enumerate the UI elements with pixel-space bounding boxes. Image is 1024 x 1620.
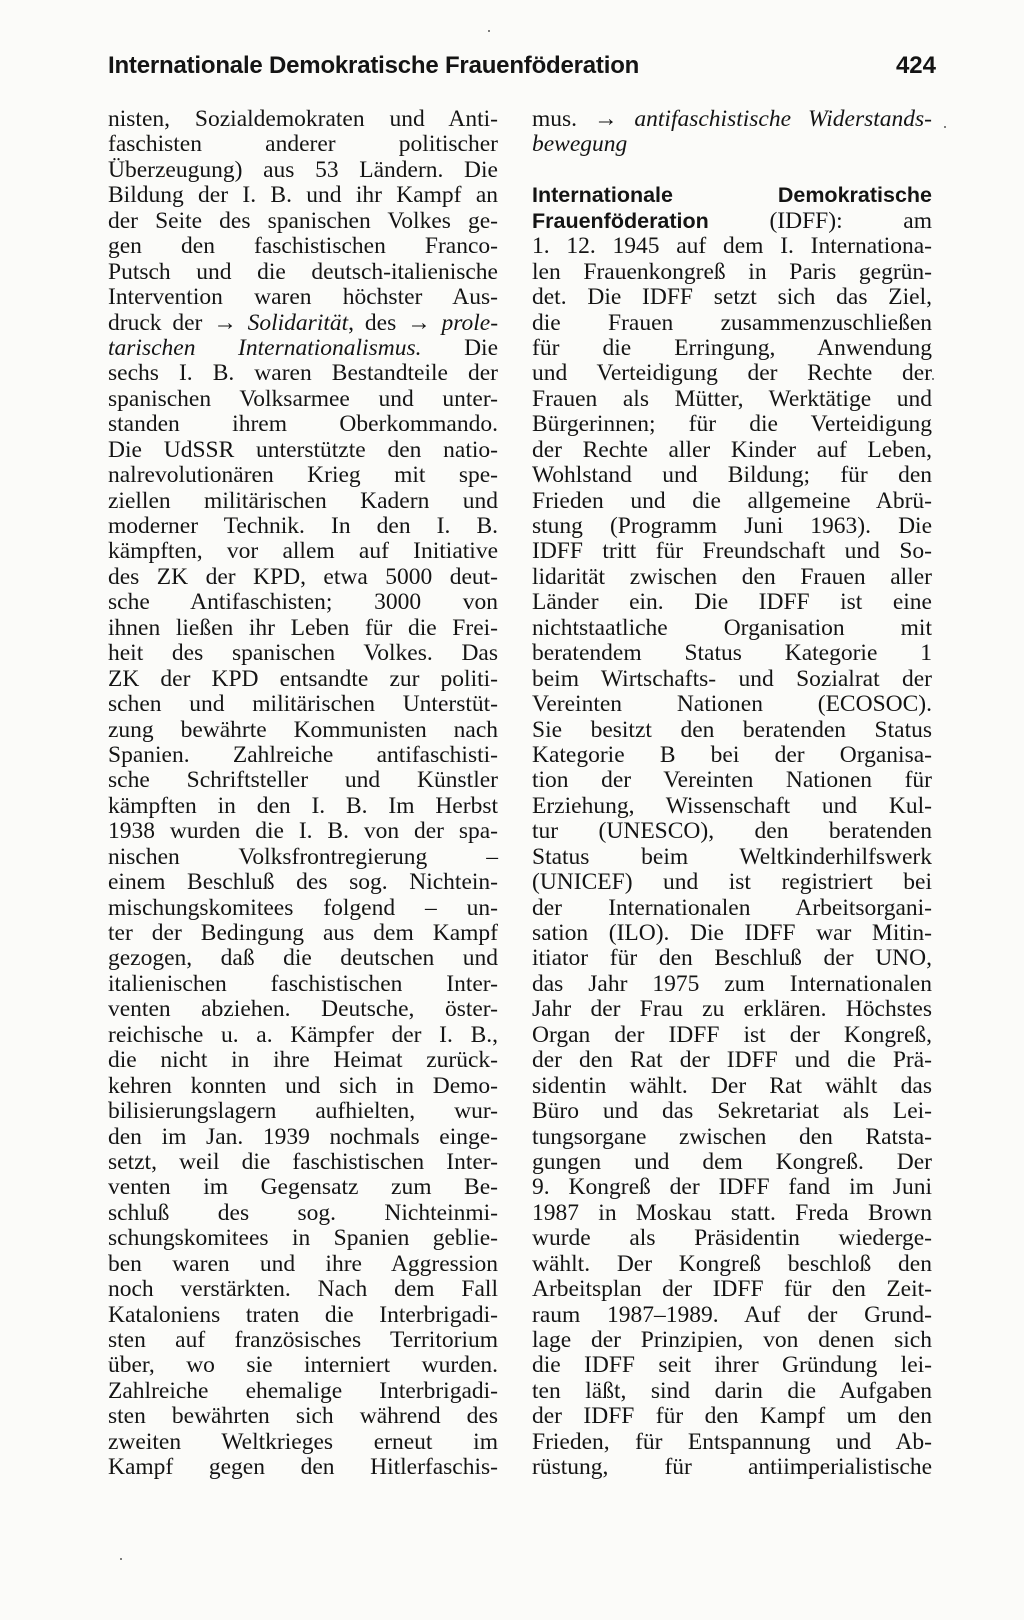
- text-line: bilisierungslagern aufhielten, wur-: [108, 1098, 498, 1125]
- page-header: [108, 52, 936, 86]
- text-line: nischen Volksfrontregierung –: [108, 843, 498, 870]
- text-line: Bildung der I. B. und ihr Kampf an: [108, 182, 498, 209]
- scan-speck: [944, 126, 946, 128]
- text-line: lage der Prinzipien, von denen sich: [532, 1327, 932, 1353]
- text-line: sten auf französisches Territorium: [108, 1327, 498, 1353]
- text-line: schungskomitees in Spanien geblie-: [108, 1225, 498, 1252]
- text-line: wurde als Präsidentin wiederge-: [532, 1225, 932, 1252]
- text-line: ihnen ließen ihr Leben für die Frei-: [108, 614, 498, 641]
- text-line: moderner Technik. In den I. B.: [108, 513, 498, 539]
- text-line: Wohlstand und Bildung; für den: [532, 462, 932, 489]
- text-line: venten im Gegensatz zum Be-: [108, 1174, 498, 1201]
- text-line: rüstung, für antiimperialistische: [532, 1454, 932, 1481]
- text-line: Status beim Weltkinderhilfswerk: [532, 843, 932, 870]
- text-line: die nicht in ihre Heimat zurück-: [108, 1047, 498, 1074]
- text-line: nisten, Sozialdemokraten und Anti-: [108, 106, 498, 132]
- text-line: Frieden und die allgemeine Abrü-: [532, 487, 932, 514]
- text-line: noch verstärkten. Nach dem Fall: [108, 1276, 498, 1303]
- scan-speck: [488, 30, 490, 32]
- scan-speck: [932, 378, 934, 380]
- text-line: tur (UNESCO), den beratenden: [532, 818, 932, 845]
- text-line: [532, 107, 932, 132]
- blank-line: [532, 158, 932, 183]
- text-line: für die Erringung, Anwendung: [532, 334, 932, 361]
- text-line: einem Beschluß des sog. Nichtein-: [108, 869, 498, 896]
- text-line: setzt, weil die faschistischen Inter-: [108, 1148, 498, 1175]
- cross-reference: antifaschistische Widerstands-: [634, 106, 932, 132]
- text-line: Büro und das Sekretariat als Lei-: [532, 1098, 932, 1125]
- text-line: Putsch und die deutsch-italienische: [108, 258, 498, 285]
- cross-reference: tarischen Internationalismus.: [108, 334, 422, 361]
- text-line: Jahr der Frau zu erklären. Höchstes: [532, 996, 932, 1023]
- text-line: 1987 in Moskau statt. Freda Brown: [532, 1199, 932, 1226]
- text-line: det. Die IDFF setzt sich das Ziel,: [532, 284, 932, 311]
- text-line: tungsorgane zwischen den Ratsta-: [532, 1123, 932, 1150]
- text-line: Zahlreiche ehemalige Interbrigadi-: [108, 1377, 498, 1404]
- text-line: sechs I. B. waren Bestandteile der: [108, 360, 498, 387]
- text-line: standen ihrem Oberkommando.: [108, 411, 498, 438]
- text-line: itiator für den Beschluß der UNO,: [532, 945, 932, 972]
- text-line: lidarität zwischen den Frauen aller: [532, 563, 932, 590]
- text-line: wählt. Der Kongreß beschloß den: [532, 1250, 932, 1277]
- text-line: [108, 311, 498, 336]
- text-line: [532, 132, 932, 157]
- text-line: Intervention waren höchster Aus-: [108, 284, 498, 311]
- text-line: ter der Bedingung aus dem Kampf: [108, 920, 498, 946]
- text-line: sation (ILO). Die IDFF war Mitin-: [532, 920, 932, 946]
- scan-speck: [120, 1558, 122, 1560]
- text-line: sidentin wählt. Der Rat wählt das: [532, 1072, 932, 1099]
- text-line: ZK der KPD entsandte zur politi-: [108, 665, 498, 692]
- text-segment: druck der: [108, 309, 214, 336]
- arrow-glyph: →: [593, 106, 635, 132]
- text-segment: mus.: [532, 106, 594, 132]
- text-line: IDFF tritt für Freundschaft und So-: [532, 538, 932, 565]
- text-line: beratendem Status Kategorie 1: [532, 640, 932, 667]
- text-line: [532, 209, 932, 234]
- text-line: gungen und dem Kongreß. Der: [532, 1148, 932, 1175]
- text-line: schluß des sog. Nichteinmi-: [108, 1199, 498, 1226]
- text-line: venten abziehen. Deutsche, öster-: [108, 996, 498, 1023]
- text-line: zung bewährte Kommunisten nach: [108, 716, 498, 743]
- text-line: beim Wirtschafts- und Sozialrat der: [532, 665, 932, 692]
- text-line: und Verteidigung der Rechte der: [532, 360, 932, 387]
- text-line: 1938 wurden die I. B. von der spa-: [108, 818, 498, 845]
- text-line: Kampf gegen den Hitlerfaschis-: [108, 1454, 498, 1481]
- text-line: der Seite des spanischen Volkes ge-: [108, 207, 498, 234]
- text-line: Erziehung, Wissenschaft und Kul-: [532, 792, 932, 819]
- text-line: schen und militärischen Unterstüt-: [108, 691, 498, 718]
- text-line: 9. Kongreß der IDFF fand im Juni: [532, 1174, 932, 1201]
- text-line: Kataloniens traten die Interbrigadi-: [108, 1301, 498, 1328]
- text-segment: , des: [348, 309, 408, 336]
- text-line: Frieden, für Entspannung und Ab-: [532, 1428, 932, 1455]
- text-line: stung (Programm Juni 1963). Die: [532, 513, 932, 539]
- entry-headword: Frauenföderation: [532, 208, 709, 233]
- text-line: faschisten anderer politischer: [108, 131, 498, 158]
- arrow-glyph: →: [213, 309, 248, 336]
- text-line: Die UdSSR unterstützte den natio-: [108, 436, 498, 463]
- text-line: Sie besitzt den beratenden Status: [532, 716, 932, 743]
- text-line: nichtstaatliche Organisation mit: [532, 614, 932, 641]
- arrow-glyph: →: [407, 309, 442, 336]
- text-line: [532, 183, 932, 208]
- running-head: Internationale Demokratische Frauenföderation: [108, 52, 640, 79]
- text-line: Bürgerinnen; für die Verteidigung: [532, 411, 932, 438]
- text-segment: Die: [421, 334, 498, 361]
- text-line: Länder ein. Die IDFF ist eine: [532, 589, 932, 616]
- text-line: heit des spanischen Volkes. Das: [108, 640, 498, 667]
- text-line: sten bewährten sich während des: [108, 1403, 498, 1430]
- text-line: der IDFF für den Kampf um den: [532, 1403, 932, 1430]
- text-line: Arbeitsplan der IDFF für den Zeit-: [532, 1276, 932, 1303]
- text-line: spanischen Volksarmee und unter-: [108, 385, 498, 412]
- text-line: tion der Vereinten Nationen für: [532, 767, 932, 794]
- text-line: len Frauenkongreß in Paris gegrün-: [532, 258, 932, 285]
- text-line: mischungskomitees folgend – un-: [108, 894, 498, 921]
- text-line: kämpften, vor allem auf Initiative: [108, 538, 498, 565]
- text-line: sche Schriftsteller und Künstler: [108, 767, 498, 794]
- text-line: Vereinten Nationen (ECOSOC).: [532, 691, 932, 718]
- text-line: Frauen als Mütter, Werktätige und: [532, 385, 932, 412]
- text-line: raum 1987–1989. Auf der Grund-: [532, 1301, 932, 1328]
- text-line: 1. 12. 1945 auf dem I. Internationa-: [532, 233, 932, 260]
- text-line: reichische u. a. Kämpfer der I. B.,: [108, 1021, 498, 1048]
- text-line: des ZK der KPD, etwa 5000 deut-: [108, 563, 498, 590]
- text-line: der Internationalen Arbeitsorgani-: [532, 894, 932, 921]
- text-line: nalrevolutionären Krieg mit spe-: [108, 462, 498, 489]
- text-line: kämpften in den I. B. Im Herbst: [108, 792, 498, 819]
- cross-reference: Solidarität: [247, 309, 349, 336]
- text-line: den im Jan. 1939 nochmals einge-: [108, 1123, 498, 1150]
- text-line: ziellen militärischen Kadern und: [108, 487, 498, 514]
- text-line: sche Antifaschisten; 3000 von: [108, 589, 498, 616]
- text-line: kehren konnten und sich in Demo-: [108, 1072, 498, 1099]
- cross-reference: bewegung: [532, 131, 628, 158]
- text-line: die IDFF seit ihrer Gründung lei-: [532, 1352, 932, 1379]
- cross-reference: prole-: [441, 309, 499, 336]
- text-line: der Rechte aller Kinder auf Leben,: [532, 436, 932, 463]
- text-line: der den Rat der IDFF und die Prä-: [532, 1047, 932, 1074]
- text-segment: (IDFF): am: [708, 207, 932, 234]
- text-line: (UNICEF) und ist registriert bei: [532, 869, 932, 896]
- text-line: die Frauen zusammenzuschließen: [532, 309, 932, 336]
- text-line: ben waren und ihre Aggression: [108, 1250, 498, 1277]
- text-line: Kategorie B bei der Organisa-: [532, 741, 932, 768]
- text-line: gen den faschistischen Franco-: [108, 233, 498, 260]
- text-line: [108, 336, 498, 361]
- text-line: Überzeugung) aus 53 Ländern. Die: [108, 156, 498, 183]
- right-column: [532, 107, 932, 1481]
- entry-headword: Internationale Demokratische: [532, 183, 932, 208]
- text-line: zweiten Weltkrieges erneut im: [108, 1428, 498, 1455]
- text-line: das Jahr 1975 zum Internationalen: [532, 970, 932, 997]
- left-column: [108, 107, 498, 1481]
- text-line: ten läßt, sind darin die Aufgaben: [532, 1377, 932, 1404]
- text-line: über, wo sie interniert wurden.: [108, 1352, 498, 1379]
- text-line: italienischen faschistischen Inter-: [108, 970, 498, 997]
- page-number: 424: [895, 52, 936, 79]
- text-line: gezogen, daß die deutschen und: [108, 945, 498, 972]
- text-line: Spanien. Zahlreiche antifaschisti-: [108, 741, 498, 768]
- text-line: Organ der IDFF ist der Kongreß,: [532, 1021, 932, 1048]
